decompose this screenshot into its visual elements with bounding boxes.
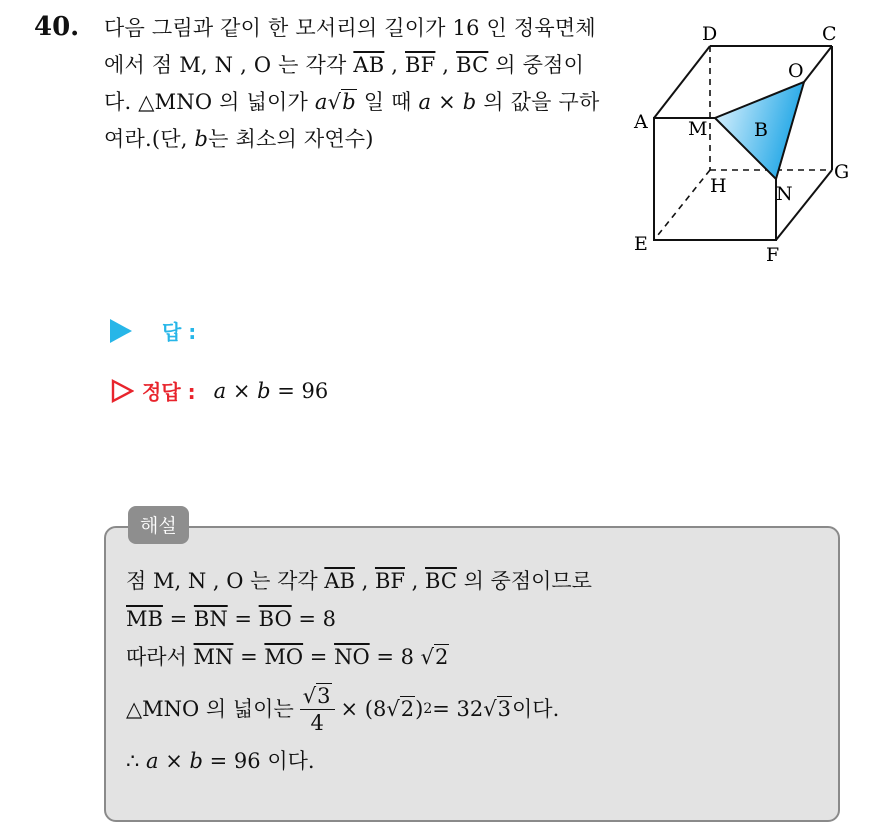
correct-answer-label: 정답 : — [142, 380, 196, 404]
text-part: 이다. — [512, 697, 560, 721]
sqrt-radicand: 2 — [400, 697, 415, 721]
explanation-lines — [126, 562, 826, 780]
text-part: = 32 — [432, 697, 484, 721]
variable-b: b — [194, 127, 209, 151]
text-part: = 96 이다. — [202, 749, 315, 773]
equals-sign: = — [303, 645, 335, 669]
text-part: △MNO 의 넓이는 — [126, 697, 294, 721]
equals-value: = 96 — [270, 378, 329, 403]
variable-b: b — [462, 90, 477, 114]
fraction-denominator: 4 — [310, 710, 324, 735]
sqrt-radicand: 3 — [497, 697, 511, 721]
question-text-part: 는 최소의 자연수) — [208, 127, 374, 151]
variable-a: a — [418, 90, 432, 114]
text-part: 따라서 — [126, 645, 194, 669]
segment-mn: $\overline{MN}$ — [193, 645, 234, 669]
therefore-sign: ∴ — [126, 749, 147, 773]
sqrt-radicand: 2 — [435, 645, 449, 669]
text-part: = 8 — [369, 645, 421, 669]
variable-a: a — [146, 749, 159, 773]
sqrt-b: √b — [327, 90, 356, 114]
segment-bo: $\overline{BO}$ — [258, 607, 292, 631]
correct-answer-row — [110, 376, 328, 405]
explanation-line-2 — [126, 600, 826, 638]
segment-bc: $\overline{BC}$ — [456, 53, 489, 77]
label-g: G — [834, 161, 850, 183]
equals-sign: = — [162, 607, 194, 631]
segment-mb: $\overline{MB}$ — [126, 607, 163, 631]
equals-sign: = — [227, 607, 259, 631]
question-text-part: , — [435, 53, 457, 77]
variable-b: b — [257, 378, 271, 403]
edge-fg — [776, 170, 832, 240]
explanation-line-5 — [126, 742, 826, 780]
explanation-line-3 — [126, 638, 826, 676]
cube-figure — [626, 18, 866, 268]
label-f: F — [766, 244, 780, 266]
segment-ab: $\overline{AB}$ — [324, 569, 355, 593]
label-o: O — [788, 60, 804, 82]
exponent: 2 — [423, 701, 433, 717]
label-n: N — [776, 183, 793, 205]
text-part: , — [354, 569, 375, 593]
answer-row — [110, 316, 226, 345]
text-part: 의 중점이므로 — [456, 569, 592, 593]
play-triangle-icon — [110, 319, 132, 343]
question-text-part: 의 값을 구하여라.(단, — [104, 90, 600, 151]
segment-no: $\overline{NO}$ — [334, 645, 370, 669]
segment-bf: $\overline{BF}$ — [374, 569, 405, 593]
times-sign: × — [158, 749, 190, 773]
hidden-edge-he — [654, 170, 710, 240]
segment-ab: $\overline{AB}$ — [353, 53, 385, 77]
question-text-part: 일 때 — [356, 90, 419, 114]
sqrt-radicand: 3 — [317, 683, 331, 708]
question-number: 40. — [34, 12, 80, 42]
fraction — [300, 683, 335, 736]
equals-sign: = — [233, 645, 265, 669]
correct-answer-value — [214, 379, 329, 403]
explanation-line-1 — [126, 562, 826, 600]
label-b: B — [754, 119, 768, 141]
label-a: A — [634, 111, 648, 133]
variable-b: b — [189, 749, 203, 773]
sqrt: √3 — [302, 683, 331, 708]
text-part: , — [404, 569, 426, 593]
times-sign: × — [226, 378, 258, 403]
label-e: E — [634, 233, 648, 255]
question-text-part: 다음 그림과 같이 한 모서리의 길이가 16 인 정육면체에서 점 M, N , O 는 각각 — [104, 16, 596, 77]
label-h: H — [710, 175, 727, 197]
text-part: ) — [415, 697, 424, 721]
segment-bc: $\overline{BC}$ — [425, 569, 457, 593]
times-sign: × — [431, 90, 463, 114]
segment-bf: $\overline{BF}$ — [405, 53, 436, 77]
outline-triangle-icon — [110, 379, 134, 403]
segment-bn: $\overline{BN}$ — [193, 607, 228, 631]
segment-mo: $\overline{MO}$ — [264, 645, 304, 669]
edge-ad — [654, 46, 710, 118]
sqrt-radicand: b — [342, 90, 356, 114]
label-m: M — [688, 118, 708, 140]
question-text — [104, 10, 604, 158]
question-text-part: , — [384, 53, 406, 77]
sqrt: √2 — [386, 697, 415, 721]
fraction-numerator — [300, 683, 335, 710]
text-part: 점 M, N , O 는 각각 — [126, 569, 325, 593]
sqrt: √3 — [483, 697, 511, 721]
text-part: × (8 — [340, 697, 387, 721]
answer-label: 답 : — [162, 320, 197, 344]
variable-a: a — [314, 90, 328, 114]
label-d: D — [702, 23, 718, 45]
label-c: C — [822, 23, 837, 45]
variable-a: a — [213, 378, 227, 403]
explanation-line-4 — [126, 676, 826, 742]
question-text-part: 의 중점이다. △MNO 의 넓이가 — [104, 53, 585, 114]
explanation-tag: 해설 — [128, 506, 189, 544]
sqrt: √2 — [420, 645, 449, 669]
text-part: = 8 — [291, 607, 337, 631]
